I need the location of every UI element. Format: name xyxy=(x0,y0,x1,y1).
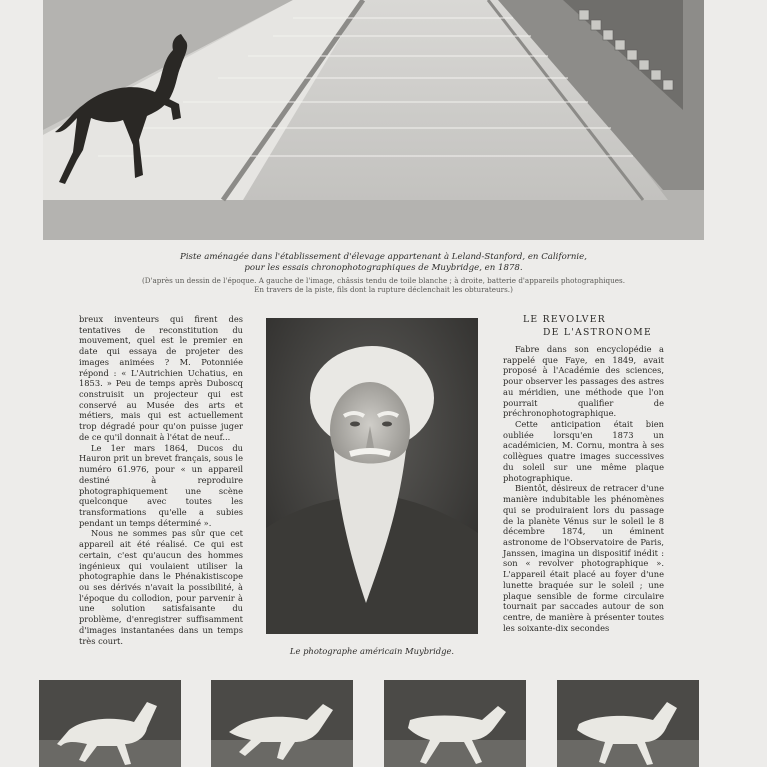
track-illustration xyxy=(43,0,704,240)
horse-frame xyxy=(211,680,353,767)
right-column xyxy=(503,344,664,633)
caption-line: Piste aménagée dans l'établissement d'élevage appartenant à Leland-Stanford, en Californie, xyxy=(180,252,587,262)
left-column xyxy=(79,314,243,646)
horse-photo xyxy=(211,680,353,767)
muybridge-portrait xyxy=(266,318,478,634)
section-heading-line: DE L'ASTRONOME xyxy=(543,327,653,338)
track-drawing xyxy=(43,0,704,240)
section-heading-line: LE REVOLVER xyxy=(523,314,606,325)
note-line: En travers de la piste, fils dont la rupture déclenchait les obturateurs.) xyxy=(254,285,513,294)
horse-photo xyxy=(39,680,181,767)
paragraph: Bientôt, désireux de retracer d'une manière indubitable les phénomènes qui se produiraient lors du passage de la planète Vénus sur le soleil le 8 décembre 1874, un éminent astronome de l'Observatoire de Paris, Janssen, imagina un dispositif inédit : son « revolver photographique ». L'appareil était placé au foyer d'une lunette braquée sur le soleil ; une plaque sensible de forme circulaire tournait par saccades autour de son centre, de manière à présenter toutes les soixante-dix secondes xyxy=(503,483,664,633)
portrait-photo xyxy=(266,318,478,634)
portrait-caption: Le photographe américain Muybridge. xyxy=(289,646,455,656)
note-line: (D'après un dessin de l'époque. A gauche de l'image, châssis tendu de toile blanche ; à droite, batterie d'appareils photographiques. xyxy=(141,276,626,285)
paragraph: breux inventeurs qui firent des tentatives de reconstitution du mouvement, quel est le premier en date qui essaya de projeter des images animées ? M. Potonniée répond : « L'Autrichien Uchatius, en 1853. » Peu de temps après Duboscq construisit un projecteur qui est conservé au Musée des arts et métiers, mais qui est actuellement trop dégradé pour qu'on puisse juger de ce qu'il donnait à l'état de neuf... xyxy=(79,314,243,442)
horse-frame xyxy=(384,680,526,767)
horse-frame xyxy=(557,680,699,767)
horse-frame xyxy=(39,680,181,767)
caption-line: pour les essais chronophotographiques de Muybridge, en 1878. xyxy=(244,263,523,273)
illustration-note xyxy=(100,276,667,294)
horse-photo xyxy=(384,680,526,767)
paragraph: Fabre dans son encyclopédie a rappelé que Faye, en 1849, avait proposé à l'Académie des sciences, pour observer les passages des astres au méridien, une méthode que l'on pourrait qualifier de préchronophotographique. xyxy=(503,344,664,419)
illustration-caption xyxy=(100,252,667,274)
paragraph: Le 1er mars 1864, Ducos du Hauron prit un brevet français, sous le numéro 61.976, pour « un appareil destiné à reproduire photographiquement une scène quelconque avec toutes les transformations qu'elle a subies pendant un temps déterminé ». xyxy=(79,442,243,528)
paragraph: Cette anticipation était bien oubliée lorsqu'en 1873 un académicien, M. Cornu, montra à ses collègues quatre images successives du soleil sur une même plaque photographique. xyxy=(503,419,664,483)
section-heading xyxy=(503,313,664,339)
paragraph: Nous ne sommes pas sûr que cet appareil ait été réalisé. Ce qui est certain, c'est qu'aucun des hommes ingénieux qui voulaient utiliser la photographie dans le Phénakistiscope ou ses dérivés n'avait la possibilité, à l'époque du collodion, pour parvenir à une solution satisfaisante du problème, d'enregistrer suffisamment d'images instantanées dans un temps très court. xyxy=(79,528,243,646)
horse-photo xyxy=(557,680,699,767)
